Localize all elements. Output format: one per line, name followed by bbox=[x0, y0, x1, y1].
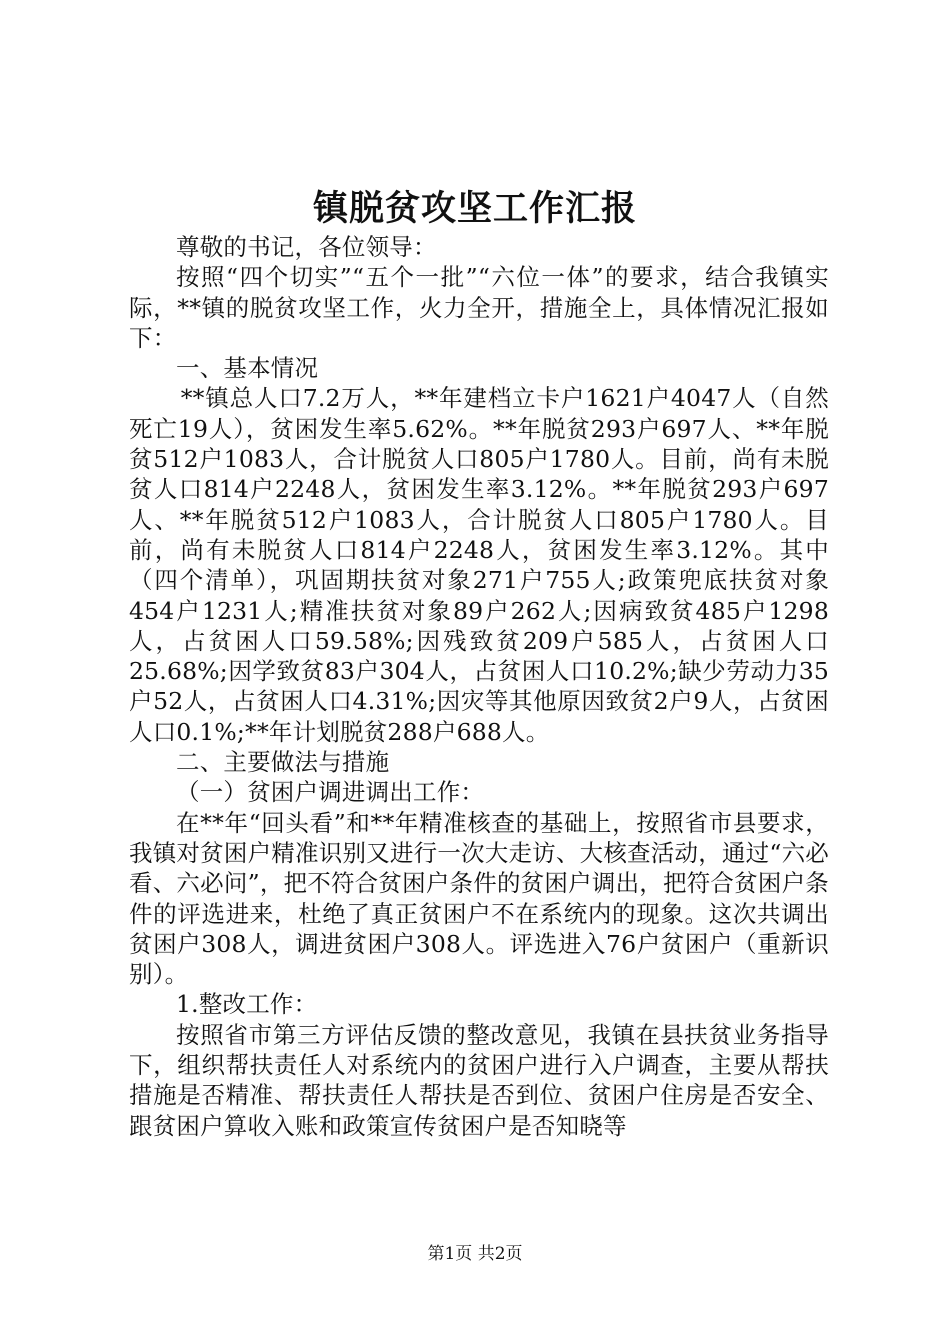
subsection-heading-adjustment: （一）贫困户调进调出工作： bbox=[176, 778, 485, 807]
section-heading-measures: 二、主要做法与措施 bbox=[176, 748, 390, 777]
section-heading-basic-situation: 一、基本情况 bbox=[176, 354, 319, 383]
document-body bbox=[129, 232, 829, 1141]
salutation-paragraph: 尊敬的书记，各位领导： bbox=[176, 233, 437, 261]
adjustment-paragraph: 在**年“回头看”和**年精准核查的基础上，按照省市县要求，我镇对贫困户精准识别又进行一次大走访、大核查活动，通过“六必看、六必问”，把不符合贫困户条件的贫困户调出，把符合贫困户条件的评选进来，杜绝了真正贫困户不在系统内的现象。这次共调出贫困户308人，调进贫困户308人。评选进入76户贫困户（重新识别）。 bbox=[129, 808, 829, 989]
subsection-heading-rectification: 1.整改工作： bbox=[176, 990, 318, 1019]
document-title: 镇脱贫攻坚工作汇报 bbox=[312, 188, 637, 229]
basic-situation-paragraph: **镇总人口7.2万人，**年建档立卡户1621户4047人（自然死亡19人），贫困发生率5.62%。**年脱贫293户697人、**年脱贫512户1083人，合计脱贫人口805户1780人。目前，尚有未脱贫人口814户2248人，贫困发生率3.12%。**年脱贫293户697人、**年脱贫512户1083人，合计脱贫人口805户1780人。目前，尚有未脱贫人口814户2248人，贫困发生率3.12%。其中（四个清单），巩固期扶贫对象271户755人;政策兜底扶贫对象454户1231人;精准扶贫对象89户262人;因病致贫485户1298人，占贫困人口59.58%;因残致贫209户585人，占贫困人口25.68%;因学致贫83户304人，占贫困人口10.2%;缺少劳动力35户52人，占贫困人口4.31%;因灾等其他原因致贫2户9人，占贫困人口0.1%;**年计划脱贫288户688人。 bbox=[129, 384, 829, 746]
intro-paragraph: 按照“四个切实”“五个一批”“六位一体”的要求，结合我镇实际，**镇的脱贫攻坚工作，火力全开，措施全上，具体情况汇报如下： bbox=[129, 263, 829, 352]
page-footer: 第1页 共2页 bbox=[427, 1244, 523, 1264]
rectification-paragraph: 按照省市第三方评估反馈的整改意见，我镇在县扶贫业务指导下，组织帮扶责任人对系统内的贫困户进行入户调查，主要从帮扶措施是否精准、帮扶责任人帮扶是否到位、贫困户住房是否安全、跟贫困户算收入账和政策宣传贫困户是否知晓等 bbox=[129, 1020, 829, 1140]
